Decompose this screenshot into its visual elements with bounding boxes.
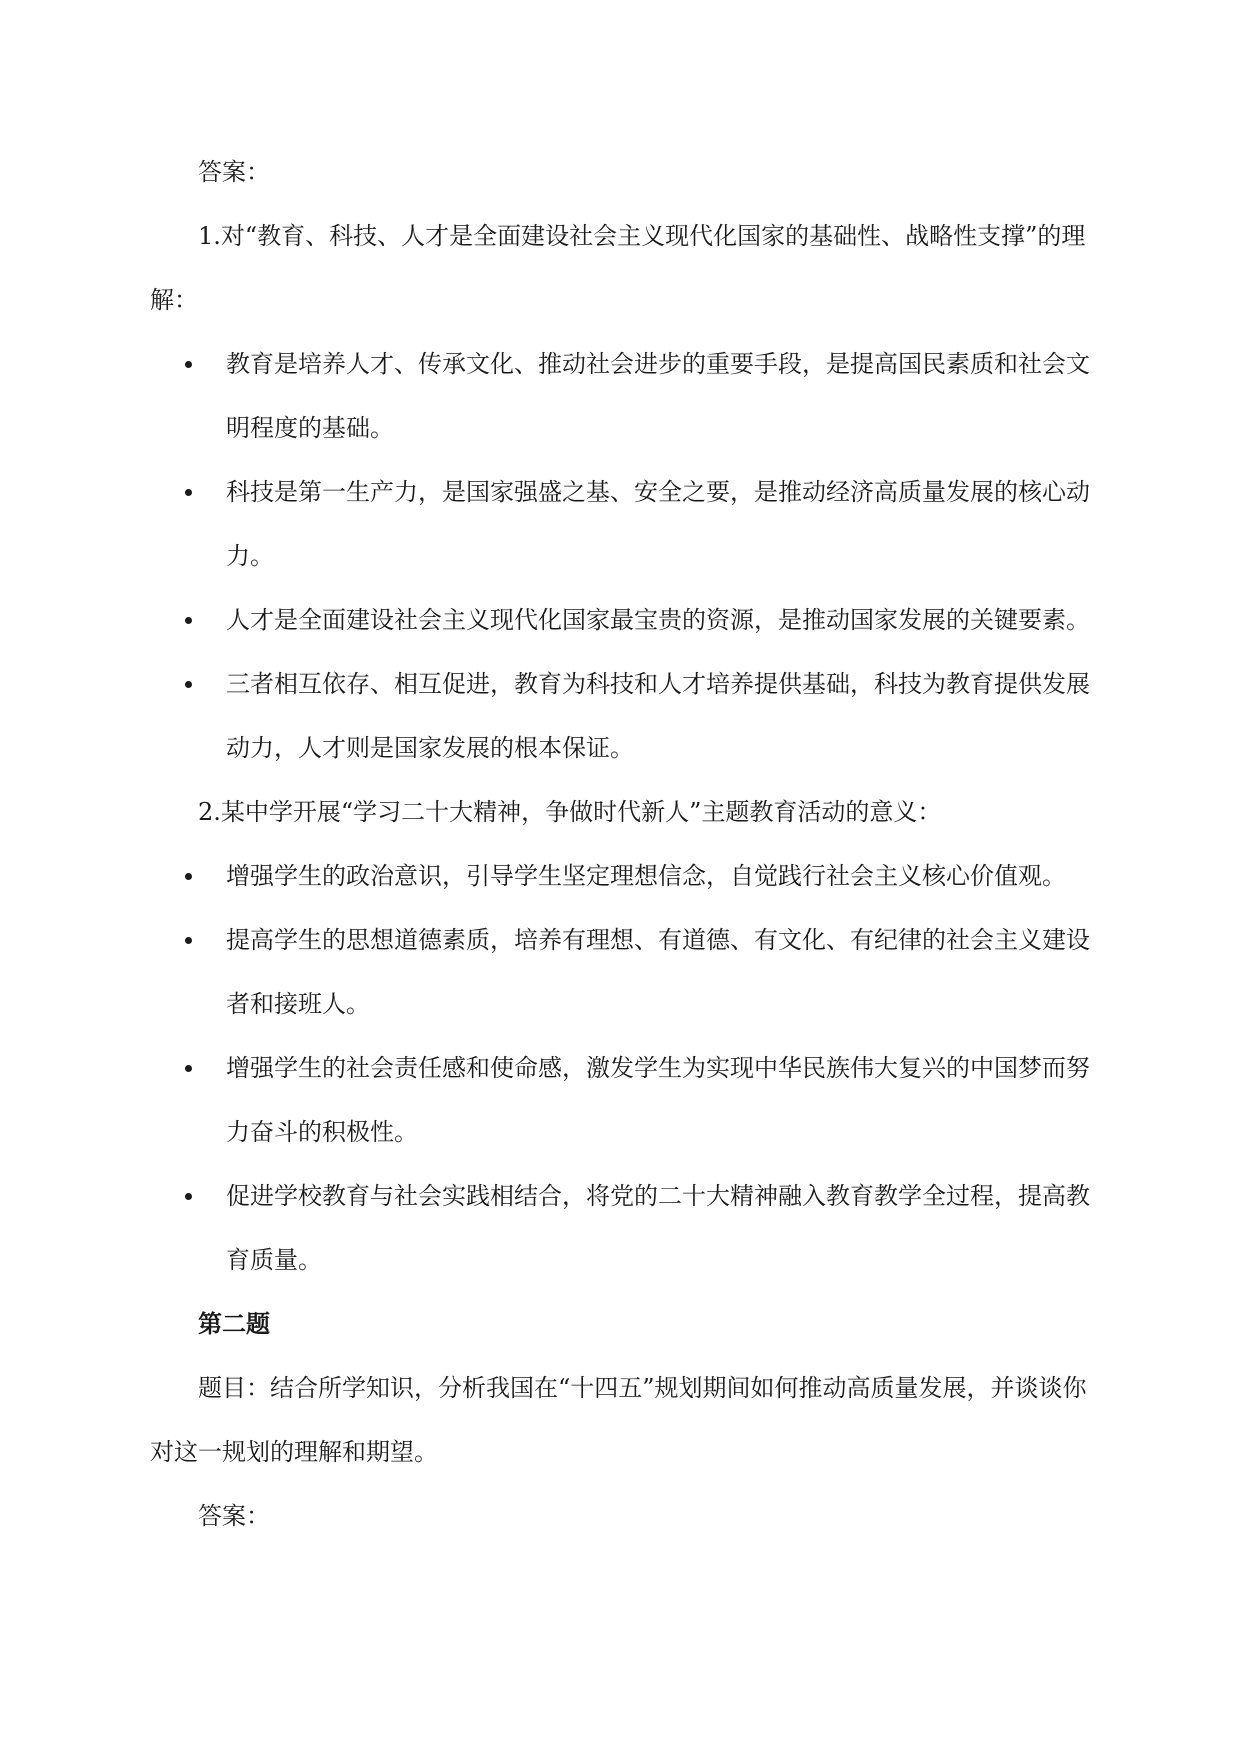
question-title: 第二题: [198, 1310, 270, 1338]
document-content: [150, 140, 1090, 1548]
answer-label: 答案：: [198, 1502, 270, 1530]
bullet-icon: [185, 937, 192, 944]
list-item: [150, 652, 1090, 780]
list-item-text: 三者相互依存、相互促进，教育为科技和人才培养提供基础，科技为教育提供发展动力，人才则是国家发展的根本保证。: [226, 670, 1090, 762]
part1-bullet-list: [150, 332, 1090, 780]
bullet-icon: [185, 489, 192, 496]
bullet-icon: [185, 681, 192, 688]
list-item-text: 增强学生的政治意识，引导学生坚定理想信念，自觉践行社会主义核心价值观。: [226, 862, 1066, 890]
list-item: [150, 1036, 1090, 1164]
part1-heading: 1.对“教育、科技、人才是全面建设社会主义现代化国家的基础性、战略性支撑”的理解：: [150, 222, 1086, 314]
answer-label: 答案：: [198, 158, 270, 186]
list-item: [150, 332, 1090, 460]
list-item: [150, 908, 1090, 1036]
bullet-icon: [185, 1193, 192, 1200]
list-item: [150, 460, 1090, 588]
list-item: [150, 1164, 1090, 1292]
list-item: [150, 844, 1090, 908]
question-text: 题目：结合所学知识，分析我国在“十四五”规划期间如何推动高质量发展，并谈谈你对这一规划的理解和期望。: [150, 1374, 1087, 1466]
bullet-icon: [185, 873, 192, 880]
bullet-icon: [185, 361, 192, 368]
list-item: [150, 588, 1090, 652]
list-item-text: 增强学生的社会责任感和使命感，激发学生为实现中华民族伟大复兴的中国梦而努力奋斗的积极性。: [226, 1054, 1090, 1146]
list-item-text: 提高学生的思想道德素质，培养有理想、有道德、有文化、有纪律的社会主义建设者和接班人。: [226, 926, 1090, 1018]
part2-heading: 2.某中学开展“学习二十大精神，争做时代新人”主题教育活动的意义：: [198, 798, 942, 826]
part2-bullet-list: [150, 844, 1090, 1292]
list-item-text: 人才是全面建设社会主义现代化国家最宝贵的资源，是推动国家发展的关键要素。: [226, 606, 1090, 634]
bullet-icon: [185, 1065, 192, 1072]
list-item-text: 教育是培养人才、传承文化、推动社会进步的重要手段，是提高国民素质和社会文明程度的基础。: [226, 350, 1090, 442]
bullet-icon: [185, 617, 192, 624]
list-item-text: 科技是第一生产力，是国家强盛之基、安全之要，是推动经济高质量发展的核心动力。: [226, 478, 1090, 570]
list-item-text: 促进学校教育与社会实践相结合，将党的二十大精神融入教育教学全过程，提高教育质量。: [226, 1182, 1090, 1274]
